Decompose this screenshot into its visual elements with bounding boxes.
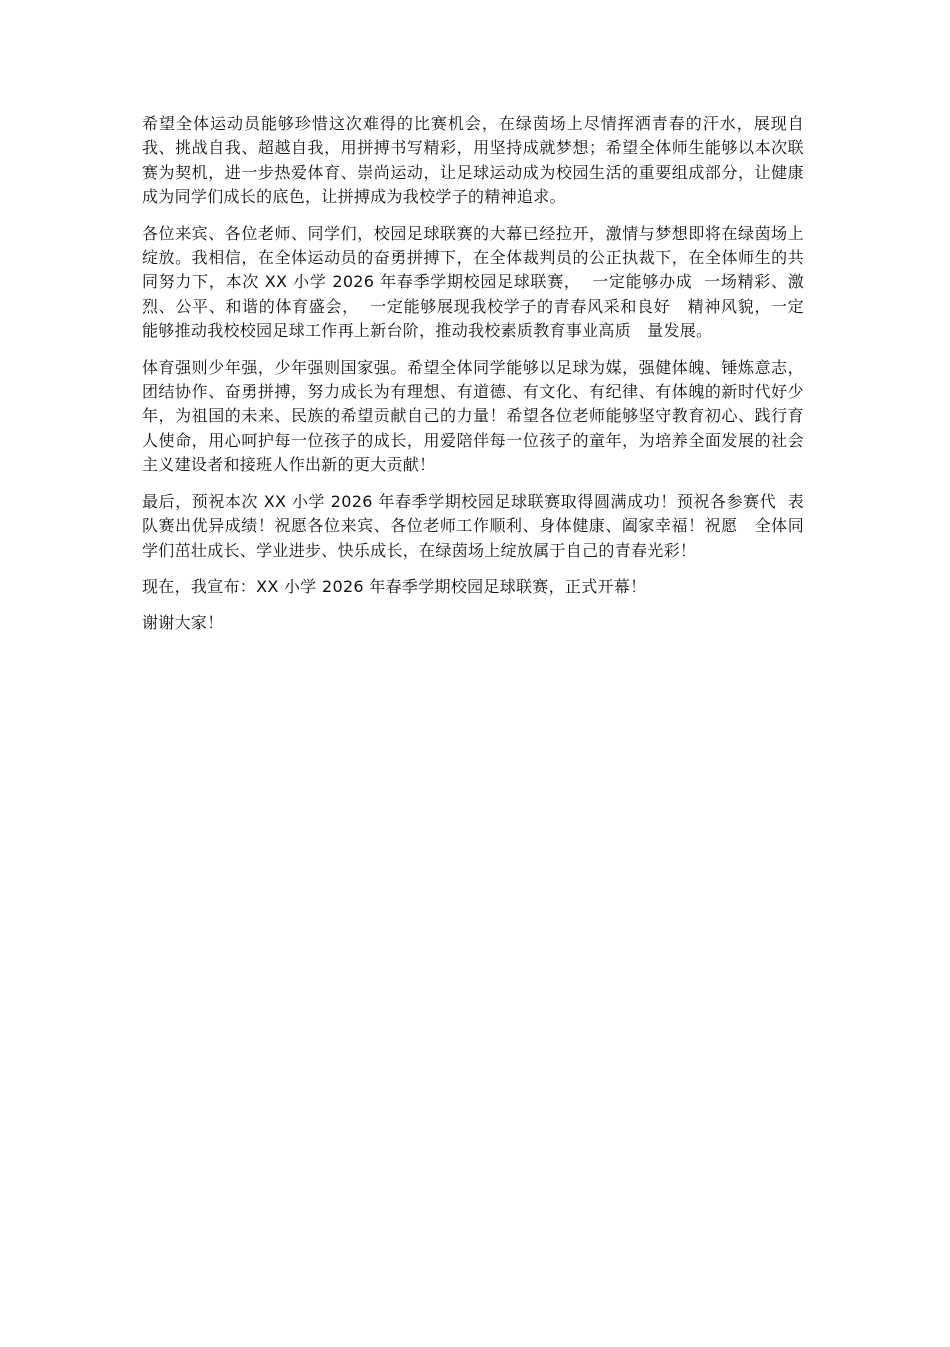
paragraph-best-wishes: 最后，预祝本次 XX 小学 2026 年春季学期校园足球联赛取得圆满成功！预祝各参赛代 表队赛出优异成绩！祝愿各位来宾、各位老师工作顺利、身体健康、阖家幸福！祝愿 全体同学们茁壮成长、学业进步、快乐成长，在绿茵场上绽放属于自己的青春光彩！ xyxy=(142,491,804,560)
paragraph-sports-strong-youth: 体育强则少年强，少年强则国家强。希望全体同学能够以足球为媒，强健体魄、锤炼意志，团结协作、奋勇拼搏，努力成长为有理想、有道德、有文化、有纪律、有体魄的新时代好少年，为祖国的未来、民族的希望贡献自己的力量！希望各位老师能够坚守教育初心、践行育人使命，用心呵护每一位孩子的成长，用爱陪伴每一位孩子的童年，为培养全面发展的社会主义建设者和接班人作出新的更大贡献！ xyxy=(142,357,804,475)
paragraph-hopes-athletes: 希望全体运动员能够珍惜这次难得的比赛机会，在绿茵场上尽情挥洒青春的汗水，展现自我、挑战自我、超越自我，用拼搏书写精彩，用坚持成就梦想；希望全体师生能够以本次联赛为契机，进一步热爱体育、崇尚运动，让足球运动成为校园生活的重要组成部分，让健康成为同学们成长的底色，让拼搏成为我校学子的精神追求。 xyxy=(142,114,804,207)
paragraph-curtain-raised: 各位来宾、各位老师、同学们，校园足球联赛的大幕已经拉开，激情与梦想即将在绿茵场上绽放。我相信，在全体运动员的奋勇拼搏下，在全体裁判员的公正执裁下，在全体师生的共同努力下，本次 XX 小学 2026 年春季学期校园足球联赛， 一定能够办成 一场精彩、激烈、公平、和谐的体育盛会， 一定能够展现我校学子的青春风采和良好 精神风貌，一定能够推动我校校园足球工作再上新台阶，推动我校素质教育事业高质 量发展。 xyxy=(142,223,804,341)
document-body xyxy=(142,112,804,648)
paragraph-thanks: 谢谢大家！ xyxy=(142,613,224,633)
paragraph-declaration: 现在，我宣布：XX 小学 2026 年春季学期校园足球联赛，正式开幕！ xyxy=(142,576,647,596)
